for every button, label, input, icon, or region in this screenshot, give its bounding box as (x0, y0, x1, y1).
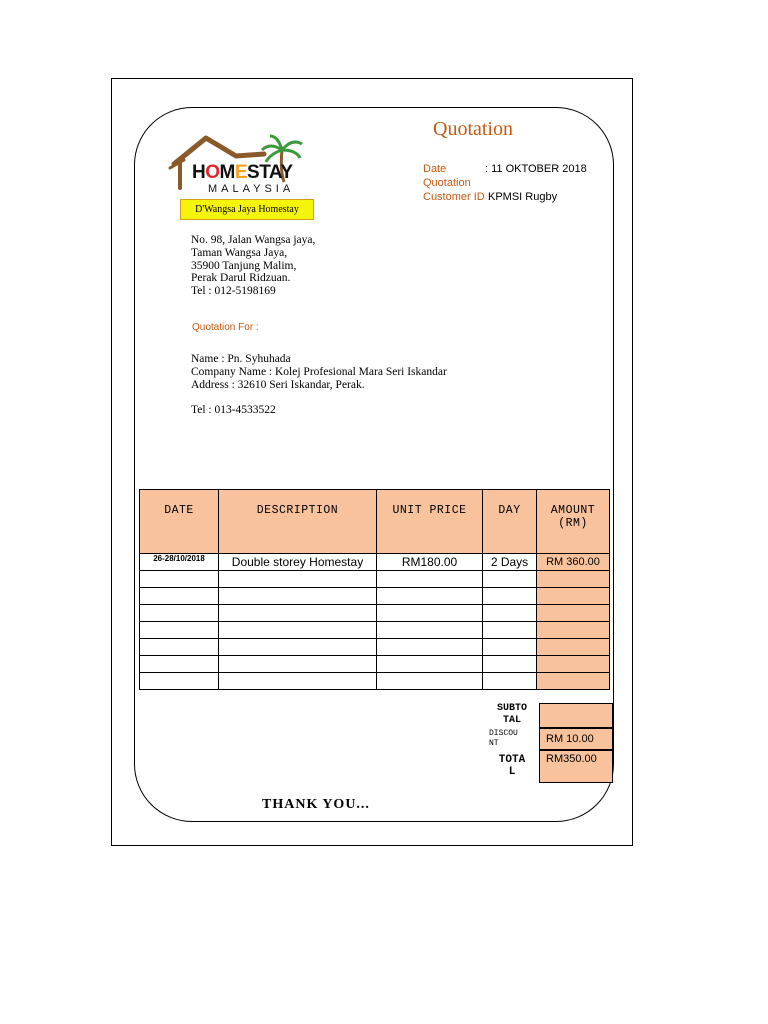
empty-cell (140, 673, 219, 690)
empty-cell (537, 588, 610, 605)
customer-company: Company Name : Kolej Profesional Mara Seri Iskandar (191, 365, 447, 378)
homestay-name: D'Wangsa Jaya Homestay (180, 199, 314, 220)
discount-label: DISCOU NT (489, 729, 518, 748)
empty-cell (140, 639, 219, 656)
empty-cell (483, 673, 537, 690)
empty-cell (140, 571, 219, 588)
empty-cell (140, 605, 219, 622)
address-line: No. 98, Jalan Wangsa jaya, (191, 234, 316, 246)
table-row (140, 554, 610, 571)
address-line: 35900 Tanjung Malim, (191, 259, 297, 272)
logo-wordmark: HOMESTAY (192, 162, 293, 183)
total-value: RM350.00 (539, 750, 613, 783)
discount-value: RM 10.00 (539, 728, 613, 750)
customer-name: Name : Pn. Syhuhada (191, 353, 291, 365)
company-address (191, 234, 315, 298)
empty-cell (537, 622, 610, 639)
empty-cell (483, 605, 537, 622)
empty-cell (219, 588, 377, 605)
empty-cell (219, 571, 377, 588)
empty-cell (377, 656, 483, 673)
empty-cell (377, 622, 483, 639)
header-unit-price: UNIT PRICE (377, 490, 483, 554)
table-row-empty (140, 571, 610, 588)
date-label: Date (423, 163, 447, 175)
empty-cell (483, 571, 537, 588)
empty-cell (537, 571, 610, 588)
thank-you-message: THANK YOU... (262, 797, 370, 812)
empty-cell (377, 605, 483, 622)
row-day: 2 Days (483, 554, 537, 571)
customer-tel: Tel : 013-4533522 (191, 404, 276, 417)
empty-cell (537, 639, 610, 656)
header-description: DESCRIPTION (219, 490, 377, 554)
customer-id-value: KPMSI Rugby (488, 191, 558, 203)
empty-cell (537, 656, 610, 673)
date-value: : 11 OKTOBER 2018 (485, 163, 587, 175)
customer-address: Address : 32610 Seri Iskandar, Perak. (191, 378, 365, 391)
table-row-empty (140, 673, 610, 690)
empty-cell (483, 656, 537, 673)
address-line: Tel : 012-5198169 (191, 285, 276, 298)
empty-cell (377, 673, 483, 690)
quotation-for-label: Quotation For : (192, 322, 259, 333)
empty-cell (537, 673, 610, 690)
customer-details (191, 353, 447, 417)
empty-cell (377, 588, 483, 605)
empty-cell (219, 656, 377, 673)
header-day: DAY (483, 490, 537, 554)
empty-cell (219, 622, 377, 639)
empty-cell (483, 588, 537, 605)
row-unit-price: RM180.00 (377, 554, 483, 571)
table-row-empty (140, 605, 610, 622)
subtotal-value (539, 703, 613, 728)
address-line: Taman Wangsa Jaya, (191, 246, 288, 259)
quotation-meta (423, 162, 587, 204)
empty-cell (377, 571, 483, 588)
empty-cell (219, 673, 377, 690)
logo-subtitle: MALAYSIA (208, 183, 295, 195)
empty-cell (377, 639, 483, 656)
empty-cell (140, 622, 219, 639)
document-title: Quotation (433, 118, 513, 140)
empty-cell (140, 588, 219, 605)
row-amount: RM 360.00 (537, 554, 610, 571)
items-table (139, 489, 610, 690)
empty-cell (219, 639, 377, 656)
table-row-empty (140, 639, 610, 656)
empty-cell (537, 605, 610, 622)
subtotal-label: SUBTO TAL (496, 703, 527, 726)
table-row-empty (140, 622, 610, 639)
row-date: 26-28/10/2018 (140, 554, 219, 571)
empty-cell (219, 605, 377, 622)
empty-cell (140, 656, 219, 673)
quotation-label: Quotation (423, 177, 471, 189)
header-amount: AMOUNT (RM) (537, 490, 610, 554)
total-label: TOTA L (498, 754, 526, 778)
empty-cell (483, 639, 537, 656)
table-row-empty (140, 588, 610, 605)
address-line: Perak Darul Ridzuan. (191, 272, 291, 285)
customer-id-label: Customer ID : (423, 191, 491, 203)
empty-cell (483, 622, 537, 639)
header-date: DATE (140, 490, 219, 554)
table-row-empty (140, 656, 610, 673)
row-description: Double storey Homestay (219, 554, 377, 571)
